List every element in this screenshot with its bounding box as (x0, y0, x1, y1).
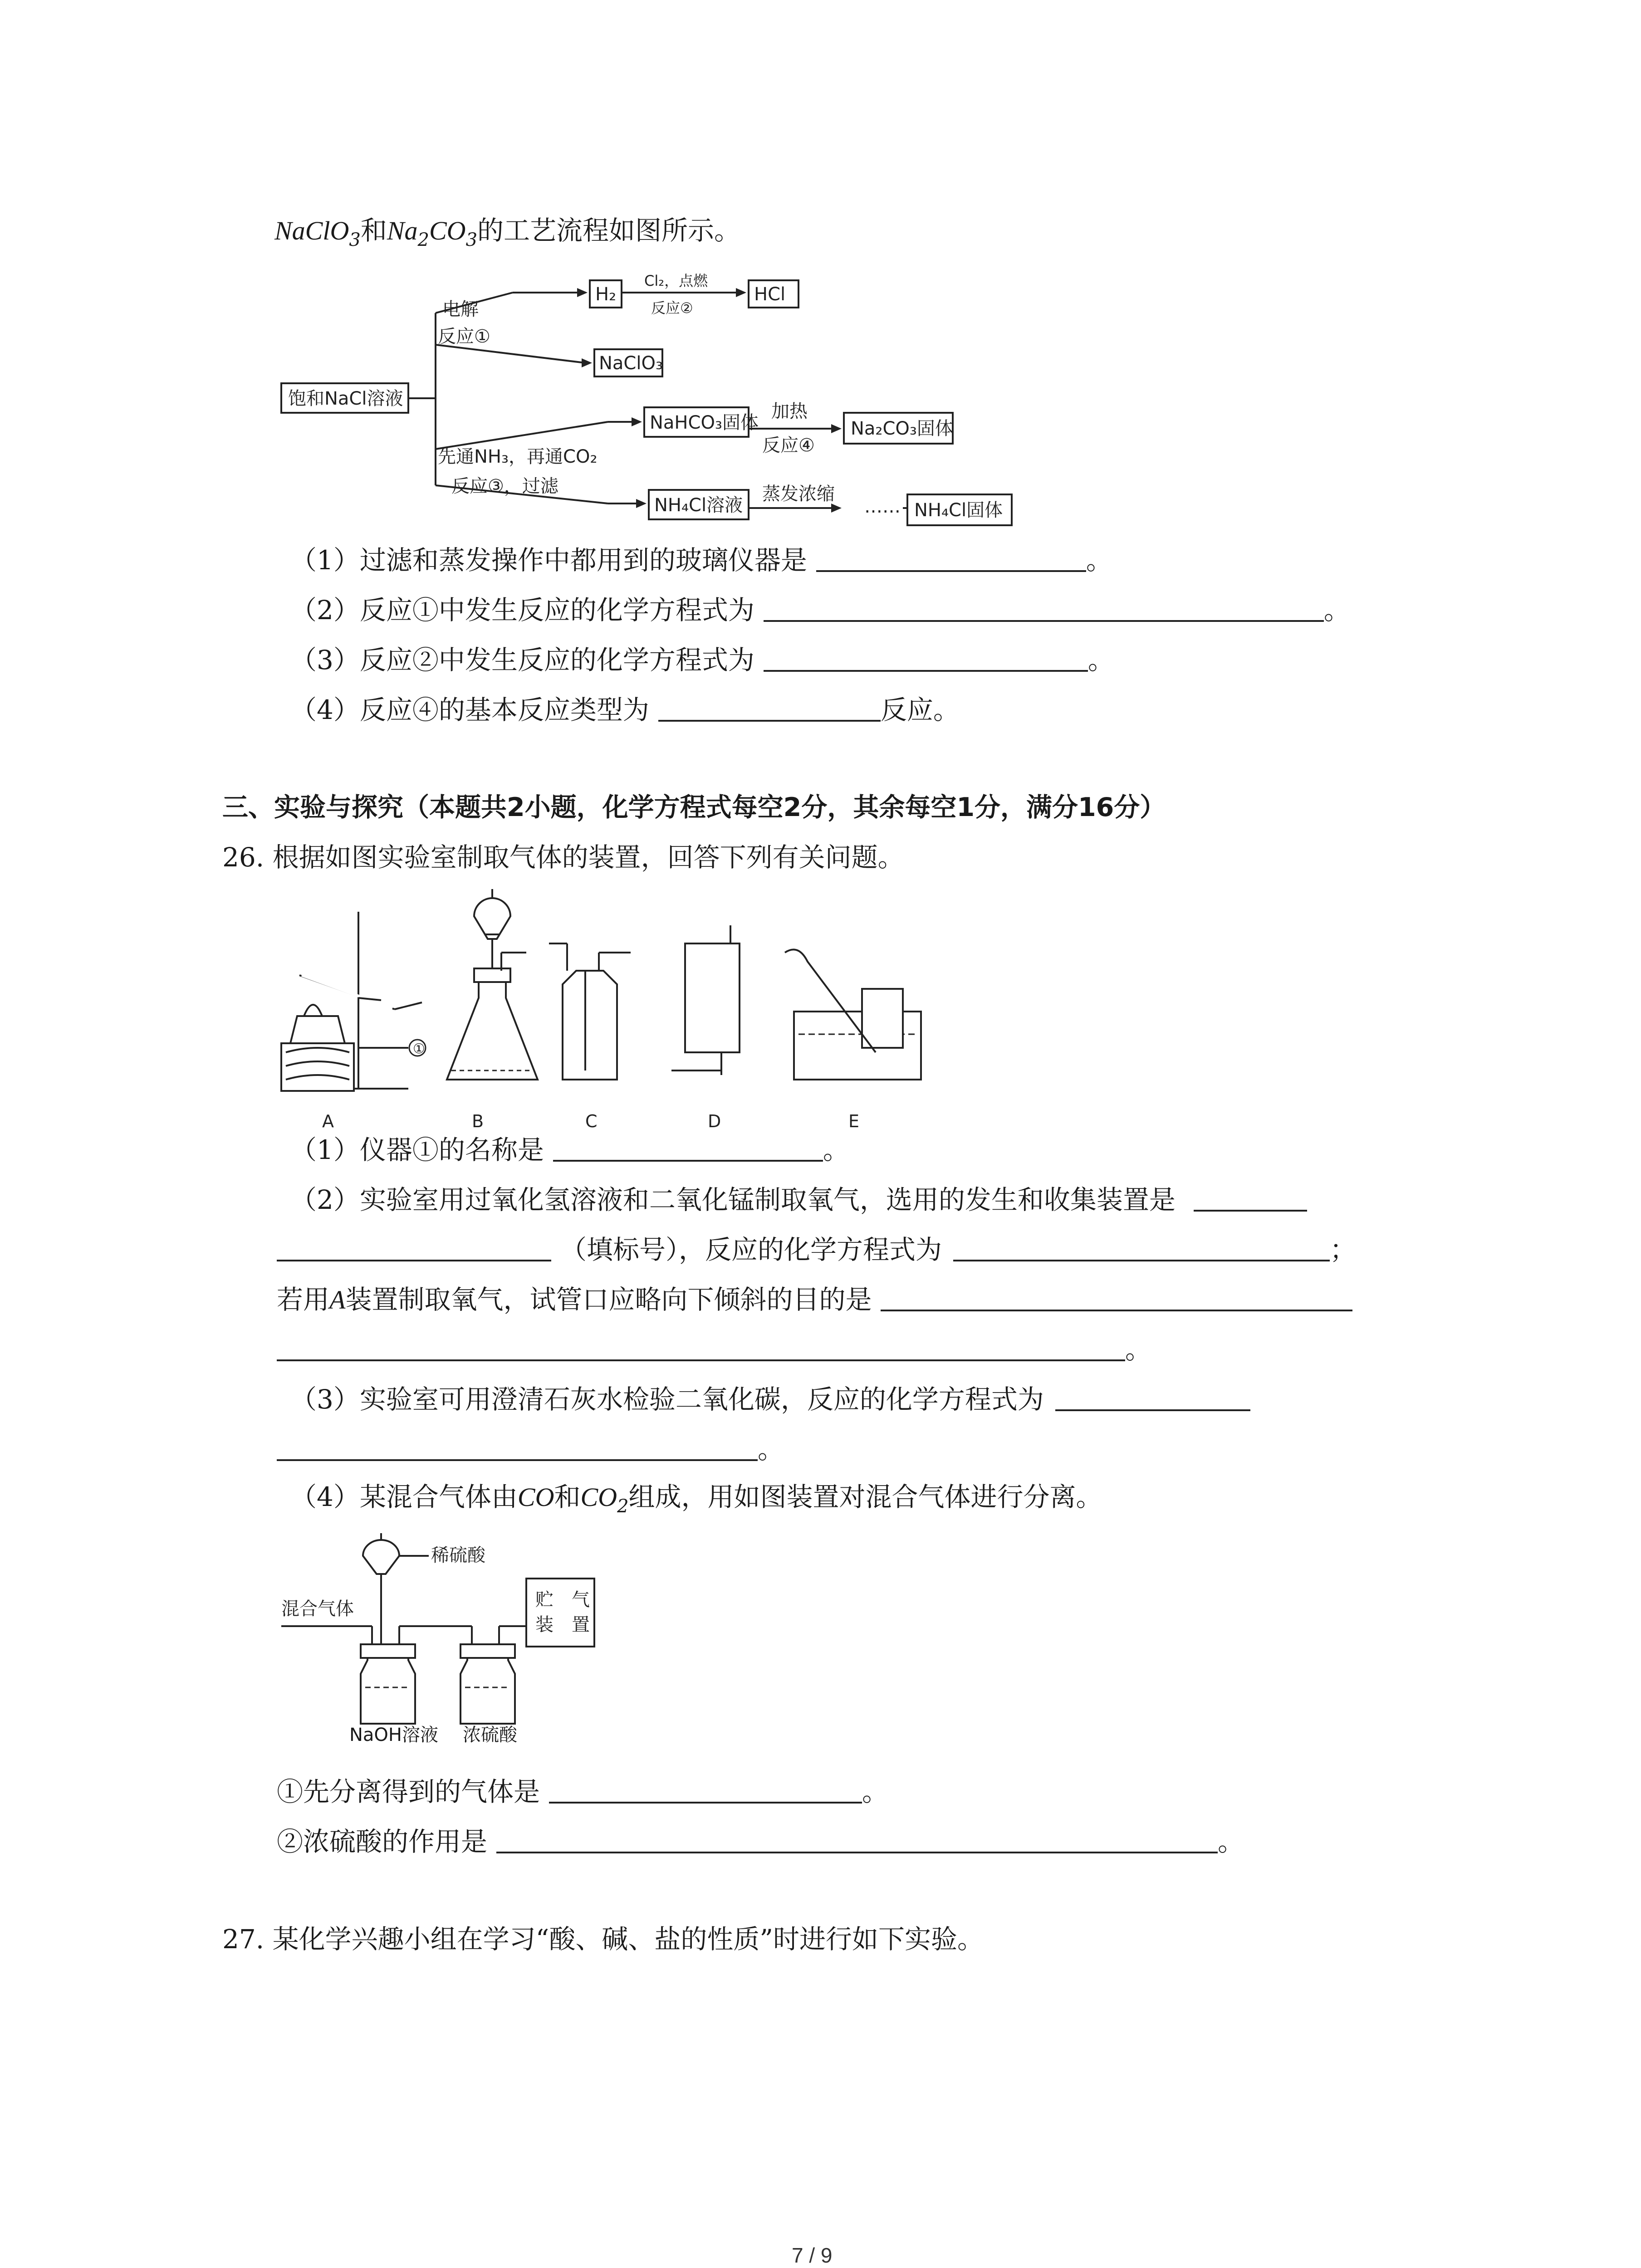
q26-2a (290, 1182, 1307, 1218)
apparatus-e (785, 949, 921, 1080)
chem-co: CO (517, 1482, 554, 1512)
q25-4-end: 反应。 (880, 694, 960, 725)
q26-2c (277, 1281, 1352, 1318)
q25-2-blank[interactable] (764, 593, 1324, 622)
q26-1 (290, 1132, 849, 1168)
q26-4a (277, 1774, 888, 1810)
process-flowchart (272, 272, 1021, 535)
q26-2c-pre: 若用 (277, 1284, 330, 1315)
subscript: 3 (349, 230, 361, 250)
punct: 。 (1087, 645, 1114, 675)
q25-1-blank[interactable] (816, 543, 1086, 572)
q26-3 (290, 1381, 1250, 1418)
punct: ； (1330, 1234, 1357, 1265)
q25-2 (290, 592, 1350, 628)
flow-na2co3-text: Na₂CO₃固体 (851, 418, 953, 439)
apparatus-b (447, 889, 538, 1080)
q26-3b (277, 1431, 784, 1467)
q25-1-text: （1）过滤和蒸发操作中都用到的玻璃仪器是 (290, 545, 807, 576)
q26-2a-text: （2）实验室用过氧化氢溶液和二氧化锰制取氧气，选用的发生和收集装置是 (290, 1184, 1176, 1215)
subscript: 2 (617, 1496, 629, 1517)
flow-dots: …… (864, 496, 901, 517)
q26-4b-blank[interactable] (496, 1824, 1218, 1853)
punct: 。 (1323, 595, 1350, 626)
label-conc-h2so4: 浓硫酸 (463, 1725, 517, 1745)
label-d: D (708, 1111, 721, 1131)
q25-4 (290, 692, 960, 728)
marker-1: ① (413, 1041, 425, 1057)
q25-3-blank[interactable] (764, 643, 1088, 672)
chem-co2: CO (580, 1482, 617, 1512)
chem-naclo3: NaClO (274, 216, 349, 245)
subscript: 3 (465, 230, 478, 250)
label-e: E (848, 1111, 860, 1131)
flow-cl2-label: Cl₂，点燃 (644, 272, 708, 289)
q26-4a-blank[interactable] (549, 1774, 862, 1804)
label-b: B (472, 1111, 484, 1131)
q26-2a-blank[interactable] (1194, 1183, 1307, 1212)
flow-nh3-co2-label: 先通NH₃，再通CO₂ (438, 446, 598, 467)
label-storage-1: 贮 气 (535, 1589, 590, 1610)
flow-reaction2-label: 反应② (651, 299, 693, 317)
q26-4b-text: ②浓硫酸的作用是 (277, 1826, 488, 1857)
q26-1-text: （1）仪器①的名称是 (290, 1134, 544, 1165)
q26-4a-text: ①先分离得到的气体是 (277, 1776, 540, 1807)
label-c: C (585, 1111, 598, 1131)
q26-4-pre: （4）某混合气体由 (290, 1481, 518, 1512)
label-dilute-h2so4: 稀硫酸 (431, 1545, 485, 1566)
page-number: 7 / 9 (792, 2244, 833, 2267)
label-a: A (322, 1111, 334, 1131)
punct: 。 (758, 1434, 784, 1465)
intro-tail: 的工艺流程如图所示。 (477, 215, 741, 246)
apparatus-a (281, 912, 426, 1091)
q26-stem: 26. 根据如图实验室制取气体的装置，回答下列有关问题。 (222, 842, 904, 873)
q25-4-text: （4）反应④的基本反应类型为 (290, 694, 649, 725)
flow-nh4cl-solution-text: NH₄Cl溶液 (654, 495, 743, 516)
q26-2c-letter: A (329, 1285, 346, 1315)
flow-reaction3-label: 反应③，过滤 (451, 476, 558, 497)
q26-2b (277, 1232, 1356, 1268)
q25-3 (290, 642, 1114, 678)
flow-heat-label: 加热 (771, 401, 808, 422)
q26-4-post: 组成，用如图装置对混合气体进行分离。 (628, 1481, 1102, 1512)
q26-1-blank[interactable] (553, 1133, 823, 1162)
q26-2d (277, 1331, 1151, 1368)
q25-3-text: （3）反应②中发生反应的化学方程式为 (290, 645, 754, 675)
punct: 。 (1086, 545, 1112, 576)
q26-4b (277, 1823, 1244, 1860)
and-text: 和 (360, 215, 387, 246)
flow-start-text: 饱和NaCl溶液 (288, 388, 403, 409)
flow-hcl-text: HCl (754, 284, 786, 305)
chem-na2co3: Na (387, 216, 418, 245)
label-mixed-gas: 混合气体 (281, 1598, 354, 1619)
flow-nahco3-text: NaHCO₃固体 (650, 412, 759, 433)
flow-reaction1-label: 反应① (438, 326, 490, 347)
flow-electrolysis-label: 电解 (442, 299, 479, 320)
q26-3-text: （3）实验室可用澄清石灰水检验二氧化碳，反应的化学方程式为 (290, 1384, 1044, 1415)
flow-nh4cl-solid-text: NH₄Cl固体 (914, 500, 1003, 521)
intro-line (274, 212, 740, 258)
q25-4-blank[interactable] (658, 693, 881, 722)
flow-reaction4-label: 反应④ (762, 435, 815, 456)
subscript: 2 (417, 230, 429, 250)
q26-3-blank[interactable] (1055, 1382, 1250, 1411)
q26-4 (290, 1479, 1102, 1525)
punct: 。 (862, 1776, 889, 1807)
separation-apparatus (272, 1524, 617, 1733)
q26-2b-text: （填标号），反应的化学方程式为 (560, 1234, 942, 1265)
label-naoh: NaOH溶液 (349, 1725, 438, 1745)
chem-part: CO (429, 216, 466, 245)
punct: 。 (823, 1134, 849, 1165)
q26-2c-blank[interactable] (881, 1282, 1352, 1311)
flow-evap-label: 蒸发浓缩 (762, 484, 835, 504)
q25-1 (290, 542, 1112, 578)
section3-title: 三、实验与探究（本题共2小题，化学方程式每空2分，其余每空1分，满分16分） (222, 792, 1166, 822)
q26-2c-text: 装置制取氧气，试管口应略向下倾斜的目的是 (345, 1284, 872, 1315)
flow-h2-text: H₂ (595, 284, 617, 305)
apparatus-figure (272, 880, 953, 1134)
label-storage-2: 装 置 (535, 1614, 590, 1635)
and-text: 和 (554, 1481, 581, 1512)
apparatus-c (549, 943, 631, 1080)
punct: 。 (1218, 1826, 1244, 1857)
q25-2-text: （2）反应①中发生反应的化学方程式为 (290, 595, 754, 626)
q27-stem: 27. 某化学兴趣小组在学习“酸、碱、盐的性质”时进行如下实验。 (222, 1924, 984, 1955)
apparatus-d (671, 925, 740, 1075)
q26-2d-blank[interactable] (277, 1332, 1125, 1361)
q26-3b-blank[interactable] (277, 1432, 758, 1461)
q26-2b-blank2[interactable] (953, 1232, 1330, 1261)
flow-naclo3-text: NaClO₃ (599, 353, 663, 374)
q26-2b-blank1[interactable] (277, 1232, 551, 1261)
punct: 。 (1125, 1334, 1152, 1365)
